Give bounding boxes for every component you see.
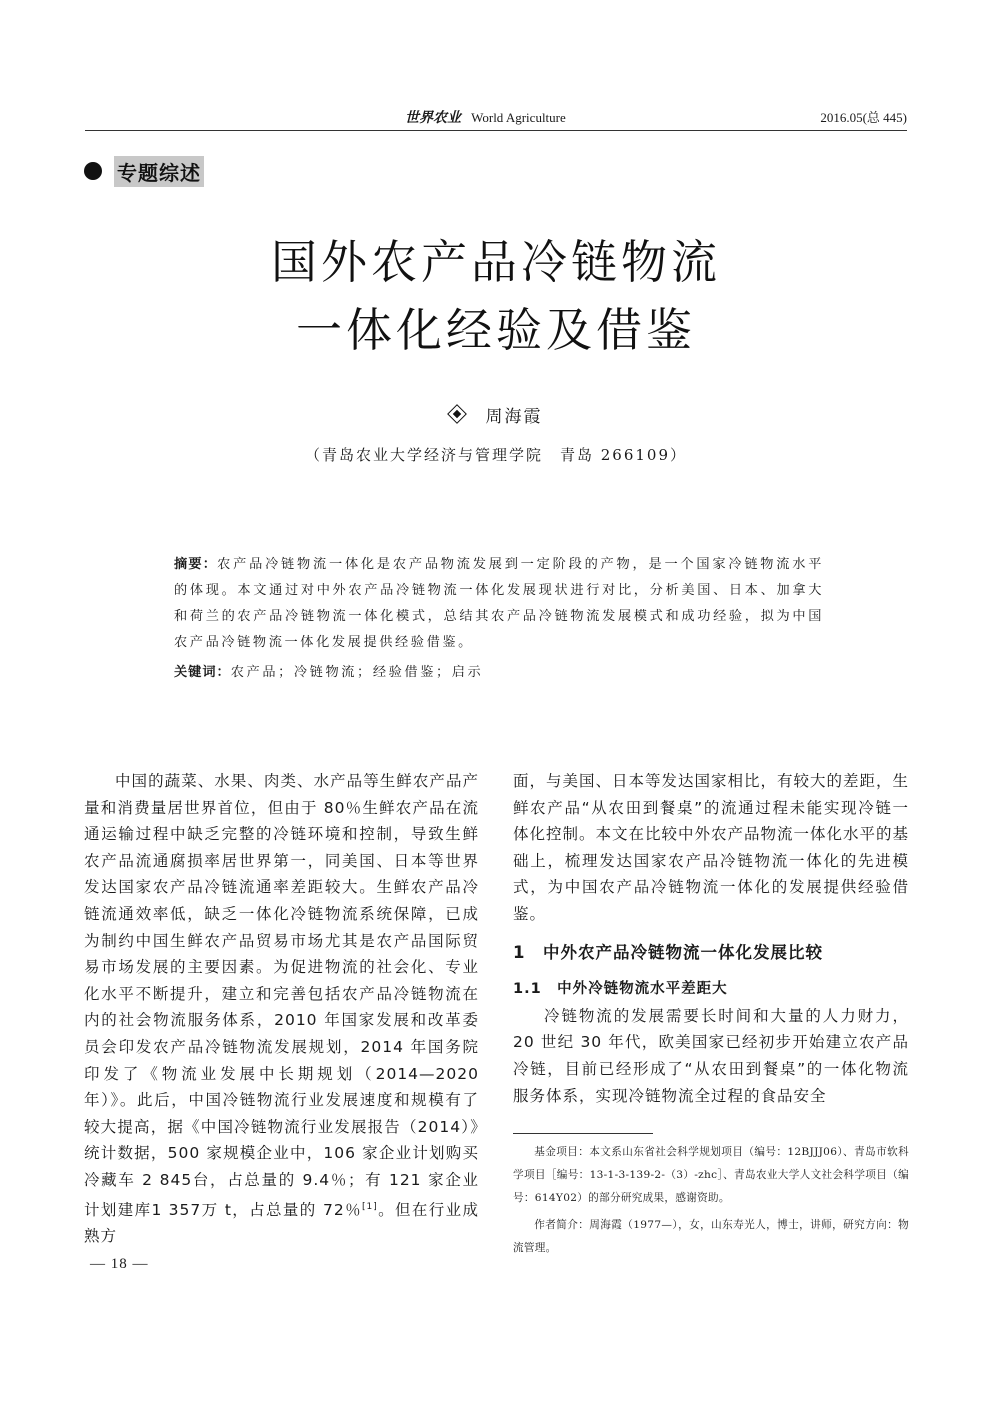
author-name: 周海霞: [485, 407, 543, 427]
title-line-1: 国外农产品冷链物流: [271, 235, 721, 289]
body-paragraph: 冷链物流的发展需要长时间和大量的人力财力，20 世纪 30 年代，欧美国家已经初步开始建立农产品冷链，目前已经形成了“从农田到餐桌”的一体化物流服务体系，实现冷链物流全过程的食品安全: [513, 1006, 909, 1105]
page-number: — 18 —: [90, 1256, 149, 1272]
citation-ref: [1]: [361, 1201, 378, 1212]
bullet-dot-icon: [84, 162, 102, 180]
body-right-column: [513, 768, 909, 1109]
body-paragraph: [84, 768, 479, 1250]
article-title: [0, 228, 992, 364]
author-line: [0, 402, 992, 427]
paragraph-text-cont: 。但在行业成熟方: [84, 1200, 479, 1246]
journal-name: [405, 107, 566, 127]
footnote-author-bio: 作者简介：周海霞（1977—），女，山东寿光人，博士，讲师，研究方向：物流管理。: [513, 1219, 909, 1254]
keywords-text: 农产品；冷链物流；经验借鉴；启示: [230, 665, 484, 680]
diamond-icon: [447, 404, 467, 424]
footnote-fund: 基金项目：本文系山东省社会科学规划项目（编号：12BJJJ06）、青岛市软科学项目［编号：13-1-3-139-2-（3）-zhc］、青岛农业大学人文社会科学项目（编号：614Y02）的部分研究成果，感谢资助。: [513, 1146, 909, 1204]
keywords-label: 关键词：: [174, 665, 231, 680]
section-tag-label: 专题综述: [114, 156, 204, 187]
running-header: [85, 104, 907, 131]
journal-name-en: World Agriculture: [471, 110, 566, 125]
affiliation: （青岛农业大学经济与管理学院 青岛 266109）: [304, 446, 688, 464]
footnotes: [513, 1141, 909, 1264]
abstract-label: 摘要：: [174, 557, 218, 572]
title-line-2: 一体化经验及借鉴: [296, 303, 696, 357]
section-heading: 1 中外农产品冷链物流一体化发展比较: [513, 942, 823, 962]
journal-name-cn: 世界农业: [405, 110, 461, 126]
abstract-text: 农产品冷链物流一体化是农产品物流发展到一定阶段的产物，是一个国家冷链物流水平的体现。本文通过对中外农产品冷链物流一体化发展现状进行对比，分析美国、日本、加拿大和荷兰的农产品冷链物流一体化模式，总结其农产品冷链物流发展模式和成功经验，拟为中国农产品冷链物流一体化发展提供经验借鉴。: [174, 557, 825, 650]
keywords: [174, 661, 824, 680]
abstract: [174, 552, 824, 656]
issue-number: 2016.05(总 445): [820, 110, 907, 125]
body-paragraph: 面，与美国、日本等发达国家相比，有较大的差距，生鲜农产品“从农田到餐桌”的流通过程未能实现冷链一体化控制。本文在比较中外农产品物流一体化水平的基础上，梳理发达国家农产品冷链物流一体化的先进模式，为中国农产品冷链物流一体化的发展提供经验借鉴。: [513, 772, 910, 923]
footnote-divider: [513, 1133, 653, 1134]
paragraph-text: 中国的蔬菜、水果、肉类、水产品等生鲜农产品产量和消费量居世界首位，但由于 80％生鲜农产品在流通运输过程中缺乏完整的冷链环境和控制，导致生鲜农产品流通腐损率居世界第一，同美国、日本等世界发达国家农产品冷链流通率差距较大。生鲜农产品冷链流通效率低，缺乏一体化冷链物流系统保障，已成为制约中国生鲜农产品贸易市场尤其是农产品国际贸易市场发展的主要因素。为促进物流的社会化、专业化水平不断提升，建立和完善包括农产品冷链物流在内的社会物流服务体系，2010 年国家发展和改革委员会印发农产品冷链物流发展规划，2014 年国务院印发了《物流业发展中长期规划（2014—2020 年）》。此后，中国冷链物流行业发展速度和规模有了较大提高，据《中国冷链物流行业发展报告（2014）》统计数据，500 家规模企业中，106 家企业计划购买冷藏车 2 845台，占总量的 9.4％；有 121 家企业计划建库1 357万 t，占总量的 72％: [84, 772, 479, 1219]
subsection-heading: 1.1 中外冷链物流水平差距大: [513, 981, 728, 998]
body-left-column: [84, 768, 479, 1250]
section-tag: [84, 156, 204, 186]
